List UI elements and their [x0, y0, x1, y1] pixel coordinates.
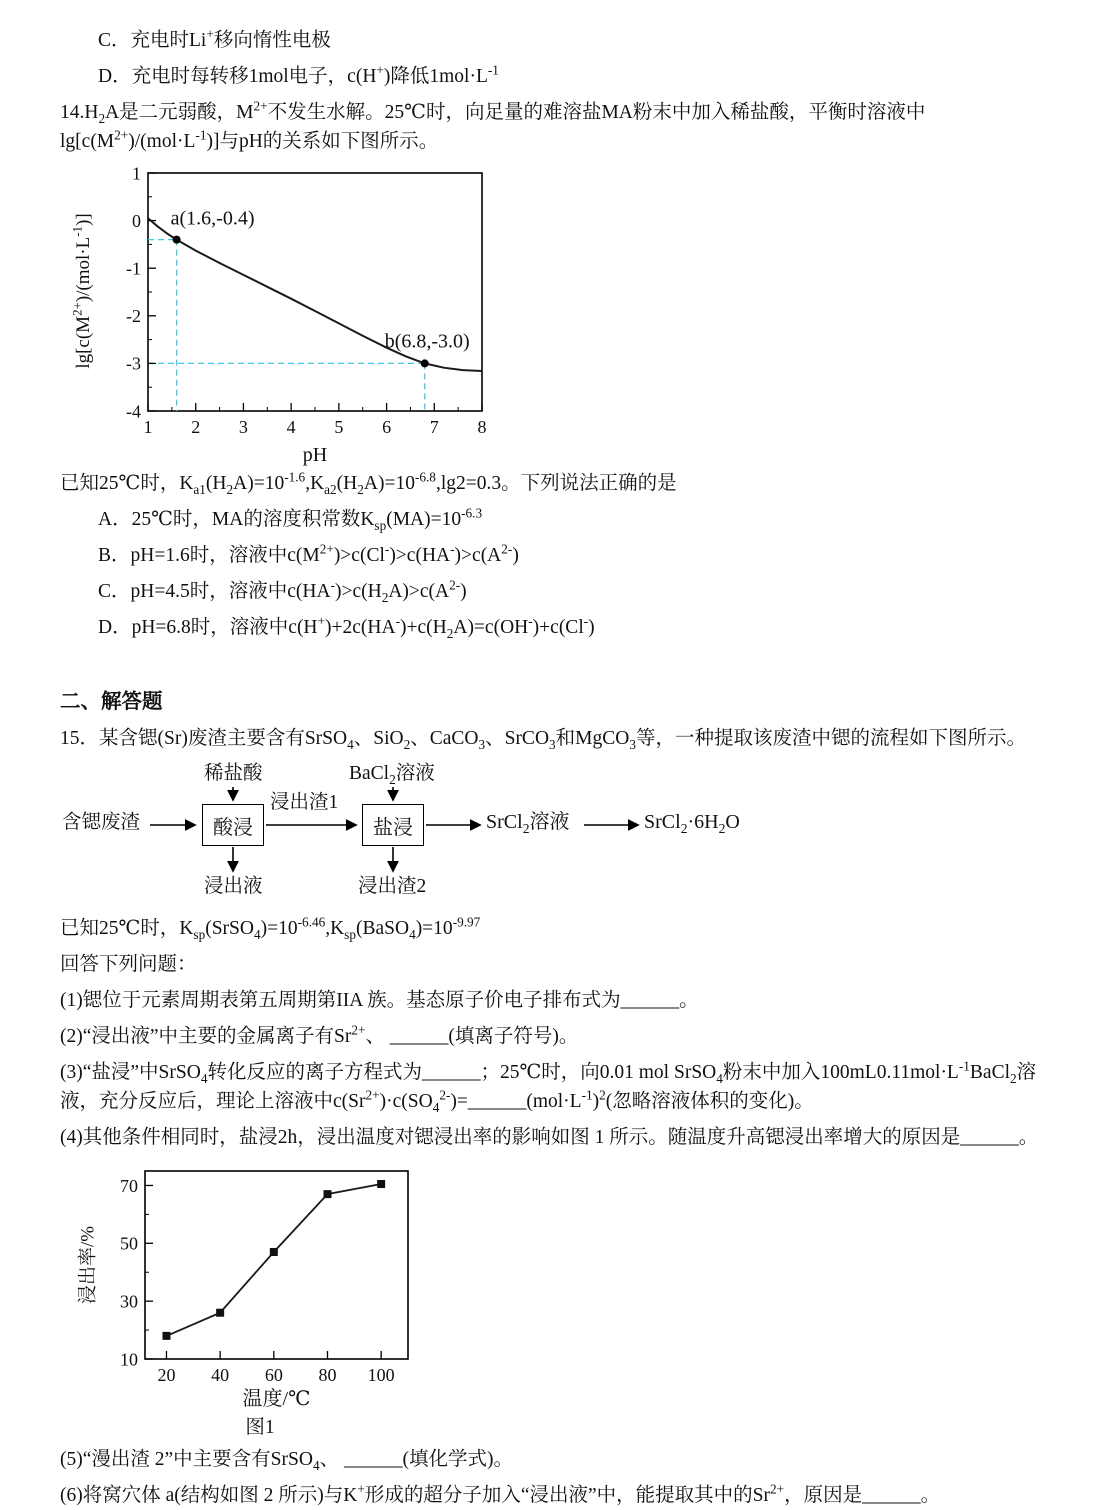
figure1-caption: 图1: [245, 1417, 275, 1438]
svg-text:40: 40: [211, 1365, 230, 1385]
svg-text:-4: -4: [126, 401, 141, 422]
svg-text:5: 5: [334, 417, 344, 437]
flow-box-salt-leach: [362, 804, 424, 846]
svg-text:温度/℃: 温度/℃: [242, 1388, 311, 1410]
svg-text:10: 10: [120, 1349, 138, 1370]
answer-prompt: 回答下列问题：: [60, 954, 197, 975]
question-14-option-b: B．pH=1.6时，溶液中$c(M^{2+})>c(Cl^-)>c(HA^-)>c(A^{2-})$: [98, 541, 519, 566]
option-13c-text: C．充电时Li+移向惰性电极: [98, 26, 331, 51]
svg-text:80: 80: [318, 1365, 337, 1385]
svg-text:1: 1: [132, 163, 141, 184]
svg-text:4: 4: [286, 417, 296, 437]
svg-text:8: 8: [477, 417, 487, 437]
question-15-sub4: (4)其他条件相同时，盐浸2h，浸出温度对锶浸出率的影响如图 1 所示。随温度升高锶浸出率增大的原因是______。: [60, 1127, 1039, 1148]
question-15-sub6: (6)将窝穴体 a(结构如图 2 所示)与K+形成的超分子加入“浸出液”中，能提取其中的$Sr^{2+}$，原因是______。: [60, 1481, 941, 1506]
flow-step1-label: 酸浸: [213, 816, 253, 839]
leaching-chart-y-axis-label: 浸出率/%: [77, 1225, 99, 1305]
flow-residue2-label: 浸出渣2: [358, 876, 427, 897]
svg-text:30: 30: [120, 1291, 138, 1312]
svg-text:a(1.6,-0.4): a(1.6,-0.4): [170, 207, 255, 230]
flow-leachate-label: 浸出液: [204, 876, 263, 897]
leaching-rate-chart: [60, 1159, 1040, 1439]
flow-input-label: 含锶废渣: [62, 812, 141, 833]
process-flow-diagram: [62, 760, 1040, 906]
question-15-sub1: (1)锶位于元素周期表第五周期第IIA 族。基态原子价电子排布式为______。: [60, 990, 699, 1011]
ph-chart-y-axis-label: $\lg[c(M^{2+})/(mol\cdot L^{-1})]$: [69, 213, 94, 369]
question-15-sub2: (2)“浸出液”中主要的金属离子有$Sr^{2+}$、 ______(填离子符号)。: [60, 1022, 579, 1047]
svg-text:100: 100: [367, 1365, 395, 1385]
svg-text:60: 60: [264, 1365, 283, 1385]
svg-text:1: 1: [143, 417, 153, 437]
question-14-option-a: A．25℃时，MA的溶度积常数$K_{sp}(MA)=10^{-6.3}$: [98, 505, 483, 533]
question-14-known: 已知25℃时，$K_{a1}(H_2A)=10^{-1.6},K_{a2}(H_2A)=10^{-6.8},\lg 2=0.3$。下列说法正确的是: [60, 469, 677, 497]
flow-box-acid-leach: [202, 804, 264, 846]
flow-step2-label: 盐浸: [373, 816, 413, 839]
svg-text:2: 2: [191, 417, 201, 437]
svg-text:20: 20: [157, 1365, 176, 1385]
question-15-known: 已知25℃时，$K_{sp}(SrSO_4)=10^{-6.46},K_{sp}(BaSO_4)=10^{-9.97}$: [60, 914, 481, 942]
svg-text:-2: -2: [126, 306, 141, 327]
question-14-option-c: C．pH=4.5时，溶液中$c(HA^-)>c(H_2A)>c(A^{2-})$: [98, 577, 467, 605]
flow-arrows: [62, 760, 852, 906]
svg-text:3: 3: [238, 417, 248, 437]
flow-between-label: 浸出渣1: [270, 792, 339, 813]
flow-product2-label: $SrCl_2\cdot 6H_2O$: [644, 811, 740, 836]
question-14-intro: $14.H_2A$是二元弱酸，$M^{2+}$不发生水解。25℃时，向足量的难溶盐MA粉末中加入稀盐酸，平衡时溶液中$\lg[c(M^{2+})/(mol\cdot L^{-1})]$与pH的关系如下图所示。: [60, 98, 926, 152]
flow-product1-label: SrCl$_2$溶液: [486, 811, 570, 836]
question-15-sub5: (5)“漫出渣 2”中主要含有SrSO$_4$、 ______(填化学式)。: [60, 1449, 513, 1473]
svg-text:6: 6: [382, 417, 392, 437]
ph-chart-plot: [90, 163, 490, 467]
svg-text:70: 70: [120, 1175, 138, 1196]
flow-reagent2-label: BaCl$_2$溶液: [349, 763, 435, 787]
svg-text:50: 50: [120, 1233, 138, 1254]
svg-text:-3: -3: [126, 353, 141, 374]
section-2-title: 二、解答题: [60, 691, 163, 713]
svg-text:b(6.8,-3.0): b(6.8,-3.0): [384, 330, 470, 353]
question-14-option-d: D．pH=6.8时，溶液中$c(H^+)+2c(HA^-)+c(H_2A)=c(OH^-)+c(Cl^-)$: [98, 613, 595, 641]
question-15-intro: 15．某含锶(Sr)废渣主要含有SrSO$_4$、SiO$_2$、CaCO$_3$、SrCO$_3$和MgCO$_3$等，一种提取该废渣中锶的流程如下图所示。: [60, 728, 1026, 752]
leaching-chart-plot: [90, 1159, 430, 1411]
svg-text:-1: -1: [126, 258, 141, 279]
ph-chart: [60, 163, 1040, 467]
svg-text:pH: pH: [302, 444, 328, 466]
svg-text:0: 0: [132, 210, 141, 231]
flow-reagent1-label: 稀盐酸: [204, 763, 263, 784]
svg-text:7: 7: [429, 417, 439, 437]
question-15-sub3: (3)“盐浸”中SrSO$_4$转化反应的离子方程式为______；25℃时，向0.01 mol SrSO$_4$粉末中加入$100mL0.11mol\cdot L^{-1}BaCl_2$溶液，充分反应后，理论上溶液中$c(Sr^{2+})\cdot c(SO_4^{2-})=\_\_\_\_\_\_(mol\cdot L^{-1})^2$(忽略溶液体积的变化)。: [60, 1058, 1037, 1115]
option-13d-text: D．充电时每转移1mol电子，c(H+)降低$1mol\cdot L^{-1}$: [98, 62, 499, 87]
